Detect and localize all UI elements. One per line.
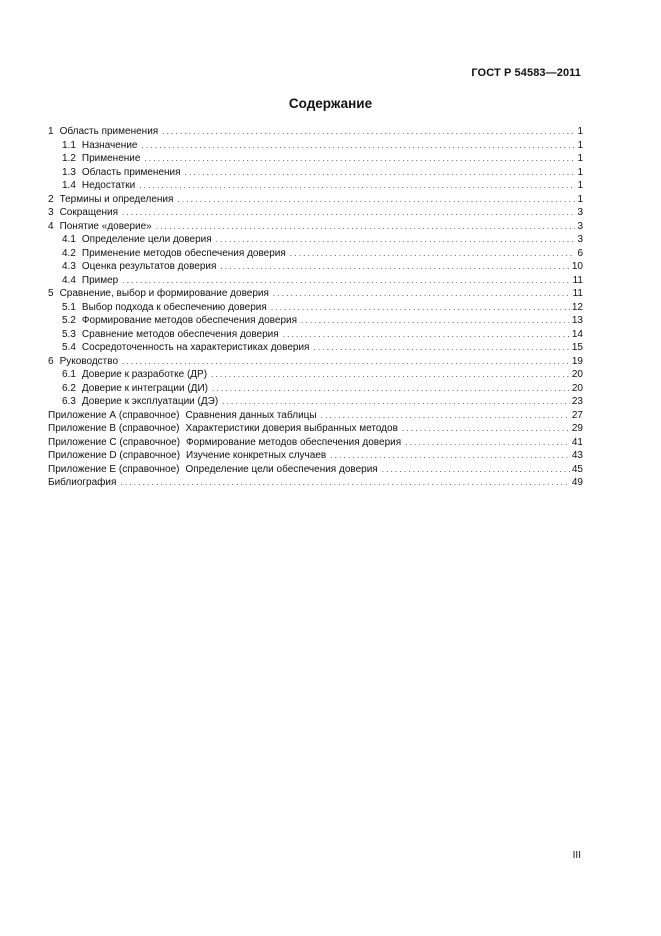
toc-entry[interactable] bbox=[48, 328, 583, 342]
toc-page-number: 13 bbox=[571, 315, 583, 326]
toc-page-number: 11 bbox=[572, 274, 583, 286]
toc-page-number: 3 bbox=[577, 220, 583, 232]
toc-entry-number: 5.4 bbox=[62, 342, 76, 353]
toc-entry-number: 2 bbox=[48, 193, 54, 205]
toc-page-number: 14 bbox=[571, 328, 583, 340]
toc-entry-title: Библиография bbox=[48, 477, 117, 488]
toc-page-number: 19 bbox=[571, 355, 583, 367]
toc-entry-title: Применение методов обеспечения доверия bbox=[81, 247, 286, 259]
toc-entry[interactable] bbox=[48, 206, 583, 220]
dot-leader bbox=[120, 476, 569, 490]
toc-entry-number: 6.1 bbox=[62, 369, 76, 380]
toc-appendix[interactable] bbox=[48, 409, 583, 423]
dot-leader bbox=[162, 125, 575, 139]
dot-leader bbox=[156, 220, 576, 234]
toc-entry-title: Определение цели доверия bbox=[81, 234, 212, 245]
toc-entry-title: Доверие к эксплуатации (ДЭ) bbox=[81, 396, 219, 407]
toc-bibliography[interactable] bbox=[48, 476, 583, 490]
toc-entry[interactable] bbox=[48, 152, 583, 166]
toc-entry-number: 5.3 bbox=[62, 328, 76, 340]
toc-entry[interactable] bbox=[48, 247, 583, 261]
toc-entry-number: 1.2 bbox=[62, 153, 76, 164]
dot-leader bbox=[402, 422, 570, 436]
toc-entry-number: 1.1 bbox=[62, 139, 76, 151]
toc-page-number: 12 bbox=[571, 301, 583, 313]
toc-entry[interactable] bbox=[48, 341, 583, 355]
toc-entry[interactable] bbox=[48, 314, 583, 328]
toc-entry-number: 4.4 bbox=[62, 274, 76, 286]
toc-entry-title: Сравнение, выбор и формирование доверия bbox=[59, 288, 269, 299]
toc-entry-title: Оценка результатов доверия bbox=[81, 261, 217, 272]
toc-entry-number: 6 bbox=[48, 355, 54, 367]
toc-entry-number: 6.3 bbox=[62, 396, 76, 407]
toc-page-number: 49 bbox=[571, 477, 583, 488]
toc-appendix-designation: Приложение Е (справочное) bbox=[48, 463, 180, 475]
dot-leader bbox=[122, 206, 575, 220]
dot-leader bbox=[177, 193, 575, 207]
dot-leader bbox=[122, 274, 570, 288]
toc-page-number: 27 bbox=[571, 409, 583, 421]
dot-leader bbox=[144, 152, 575, 166]
toc-entry-title: Сравнение методов обеспечения доверия bbox=[81, 328, 279, 340]
toc-entry[interactable] bbox=[48, 125, 583, 139]
toc-page-number: 23 bbox=[571, 396, 583, 407]
page-title: Содержание bbox=[288, 96, 373, 111]
toc-entry-title: Определение цели обеспечения доверия bbox=[185, 463, 378, 475]
dot-leader bbox=[139, 179, 575, 193]
toc-entry-title: Выбор подхода к обеспечению доверия bbox=[81, 301, 267, 313]
dot-leader bbox=[141, 139, 575, 153]
toc-appendix-designation: Приложение D (справочное) bbox=[48, 450, 181, 461]
toc-page-number: 1 bbox=[577, 166, 583, 178]
dot-leader bbox=[290, 247, 576, 261]
toc-entry[interactable] bbox=[48, 166, 583, 180]
toc-entry-title: Изучение конкретных случаев bbox=[186, 450, 327, 461]
toc-entry-title: Назначение bbox=[81, 139, 138, 151]
toc-entry-title: Характеристики доверия выбранных методов bbox=[185, 423, 398, 434]
toc-appendix-designation: Приложение С (справочное) bbox=[48, 436, 181, 448]
toc-entry-number: 4.3 bbox=[62, 261, 76, 272]
toc-page-number: 41 bbox=[571, 436, 583, 448]
toc-page-number: 1 bbox=[577, 139, 583, 151]
toc-entry[interactable] bbox=[48, 368, 583, 382]
toc-page-number: 3 bbox=[577, 207, 583, 218]
toc-entry-title: Сравнения данных таблицы bbox=[185, 409, 317, 421]
dot-leader bbox=[313, 341, 569, 355]
toc-entry[interactable] bbox=[48, 193, 583, 207]
toc-entry-title: Термины и определения bbox=[59, 193, 174, 205]
toc-page-number: 20 bbox=[571, 369, 583, 380]
toc-entry-title: Доверие к разработке (ДР) bbox=[81, 369, 208, 380]
toc-entry-title: Формирование методов обеспечения доверия bbox=[186, 436, 402, 448]
toc-entry-title: Доверие к интеграции (ДИ) bbox=[81, 382, 208, 394]
toc-page-number: 1 bbox=[577, 193, 583, 205]
toc-page-number: 1 bbox=[577, 126, 583, 137]
toc-appendix[interactable] bbox=[48, 436, 583, 450]
dot-leader bbox=[220, 260, 569, 274]
toc-entry-title: Сокращения bbox=[59, 207, 119, 218]
toc-entry-number: 3 bbox=[48, 207, 54, 218]
toc-entry[interactable] bbox=[48, 139, 583, 153]
toc-entry[interactable] bbox=[48, 274, 583, 288]
toc-entry-title: Область применения bbox=[81, 166, 181, 178]
toc-entry-number: 5 bbox=[48, 288, 54, 299]
toc-entry-title: Недостатки bbox=[81, 180, 136, 191]
toc-page-number: 20 bbox=[571, 382, 583, 394]
toc-entry[interactable] bbox=[48, 179, 583, 193]
toc-appendix-designation: Приложение В (справочное) bbox=[48, 423, 180, 434]
toc-appendix[interactable] bbox=[48, 449, 583, 463]
dot-leader bbox=[330, 449, 570, 463]
table-of-contents bbox=[48, 125, 583, 490]
toc-page-number: 15 bbox=[571, 342, 583, 353]
toc-entry[interactable] bbox=[48, 301, 583, 315]
dot-leader bbox=[405, 436, 570, 450]
toc-entry-title: Сосредоточенность на характеристиках доверия bbox=[81, 342, 310, 353]
toc-appendix[interactable] bbox=[48, 463, 583, 477]
dot-leader bbox=[273, 287, 571, 301]
standard-code: ГОСТ Р 54583—2011 bbox=[471, 67, 581, 79]
toc-entry-number: 1 bbox=[48, 126, 54, 137]
toc-entry-number: 4 bbox=[48, 220, 54, 232]
toc-page-number: 3 bbox=[577, 234, 583, 245]
dot-leader bbox=[122, 355, 570, 369]
toc-entry-title: Пример bbox=[81, 274, 119, 286]
toc-entry-number: 6.2 bbox=[62, 382, 76, 394]
dot-leader bbox=[321, 409, 570, 423]
toc-page-number: 1 bbox=[577, 153, 583, 164]
toc-entry[interactable] bbox=[48, 233, 583, 247]
dot-leader bbox=[185, 166, 576, 180]
toc-entry-number: 4.1 bbox=[62, 234, 76, 245]
dot-leader bbox=[271, 301, 570, 315]
toc-page-number: 11 bbox=[572, 288, 583, 299]
toc-page-number: 1 bbox=[577, 180, 583, 191]
toc-entry-title: Область применения bbox=[59, 126, 159, 137]
toc-entry-title: Руководство bbox=[59, 355, 118, 367]
toc-entry[interactable] bbox=[48, 395, 583, 409]
toc-entry-title: Формирование методов обеспечения доверия bbox=[81, 315, 298, 326]
toc-appendix-designation: Приложение А (справочное) bbox=[48, 409, 180, 421]
toc-entry[interactable] bbox=[48, 287, 583, 301]
page-number: III bbox=[572, 850, 581, 861]
toc-entry-title: Понятие «доверие» bbox=[59, 220, 152, 232]
toc-page-number: 45 bbox=[571, 463, 583, 475]
dot-leader bbox=[222, 395, 570, 409]
toc-entry[interactable] bbox=[48, 260, 583, 274]
toc-entry[interactable] bbox=[48, 220, 583, 234]
toc-entry[interactable] bbox=[48, 382, 583, 396]
toc-entry-title: Применение bbox=[81, 153, 141, 164]
dot-leader bbox=[283, 328, 570, 342]
toc-page-number: 29 bbox=[571, 423, 583, 434]
toc-appendix[interactable] bbox=[48, 422, 583, 436]
toc-entry-number: 1.4 bbox=[62, 180, 76, 191]
toc-entry-number: 1.3 bbox=[62, 166, 76, 178]
toc-page-number: 6 bbox=[577, 247, 583, 259]
toc-entry[interactable] bbox=[48, 355, 583, 369]
toc-page-number: 43 bbox=[571, 450, 583, 461]
dot-leader bbox=[382, 463, 570, 477]
dot-leader bbox=[212, 382, 570, 396]
toc-entry-number: 5.1 bbox=[62, 301, 76, 313]
dot-leader bbox=[301, 314, 570, 328]
toc-entry-number: 5.2 bbox=[62, 315, 76, 326]
toc-page-number: 10 bbox=[571, 261, 583, 272]
dot-leader bbox=[216, 233, 576, 247]
dot-leader bbox=[211, 368, 570, 382]
toc-entry-number: 4.2 bbox=[62, 247, 76, 259]
